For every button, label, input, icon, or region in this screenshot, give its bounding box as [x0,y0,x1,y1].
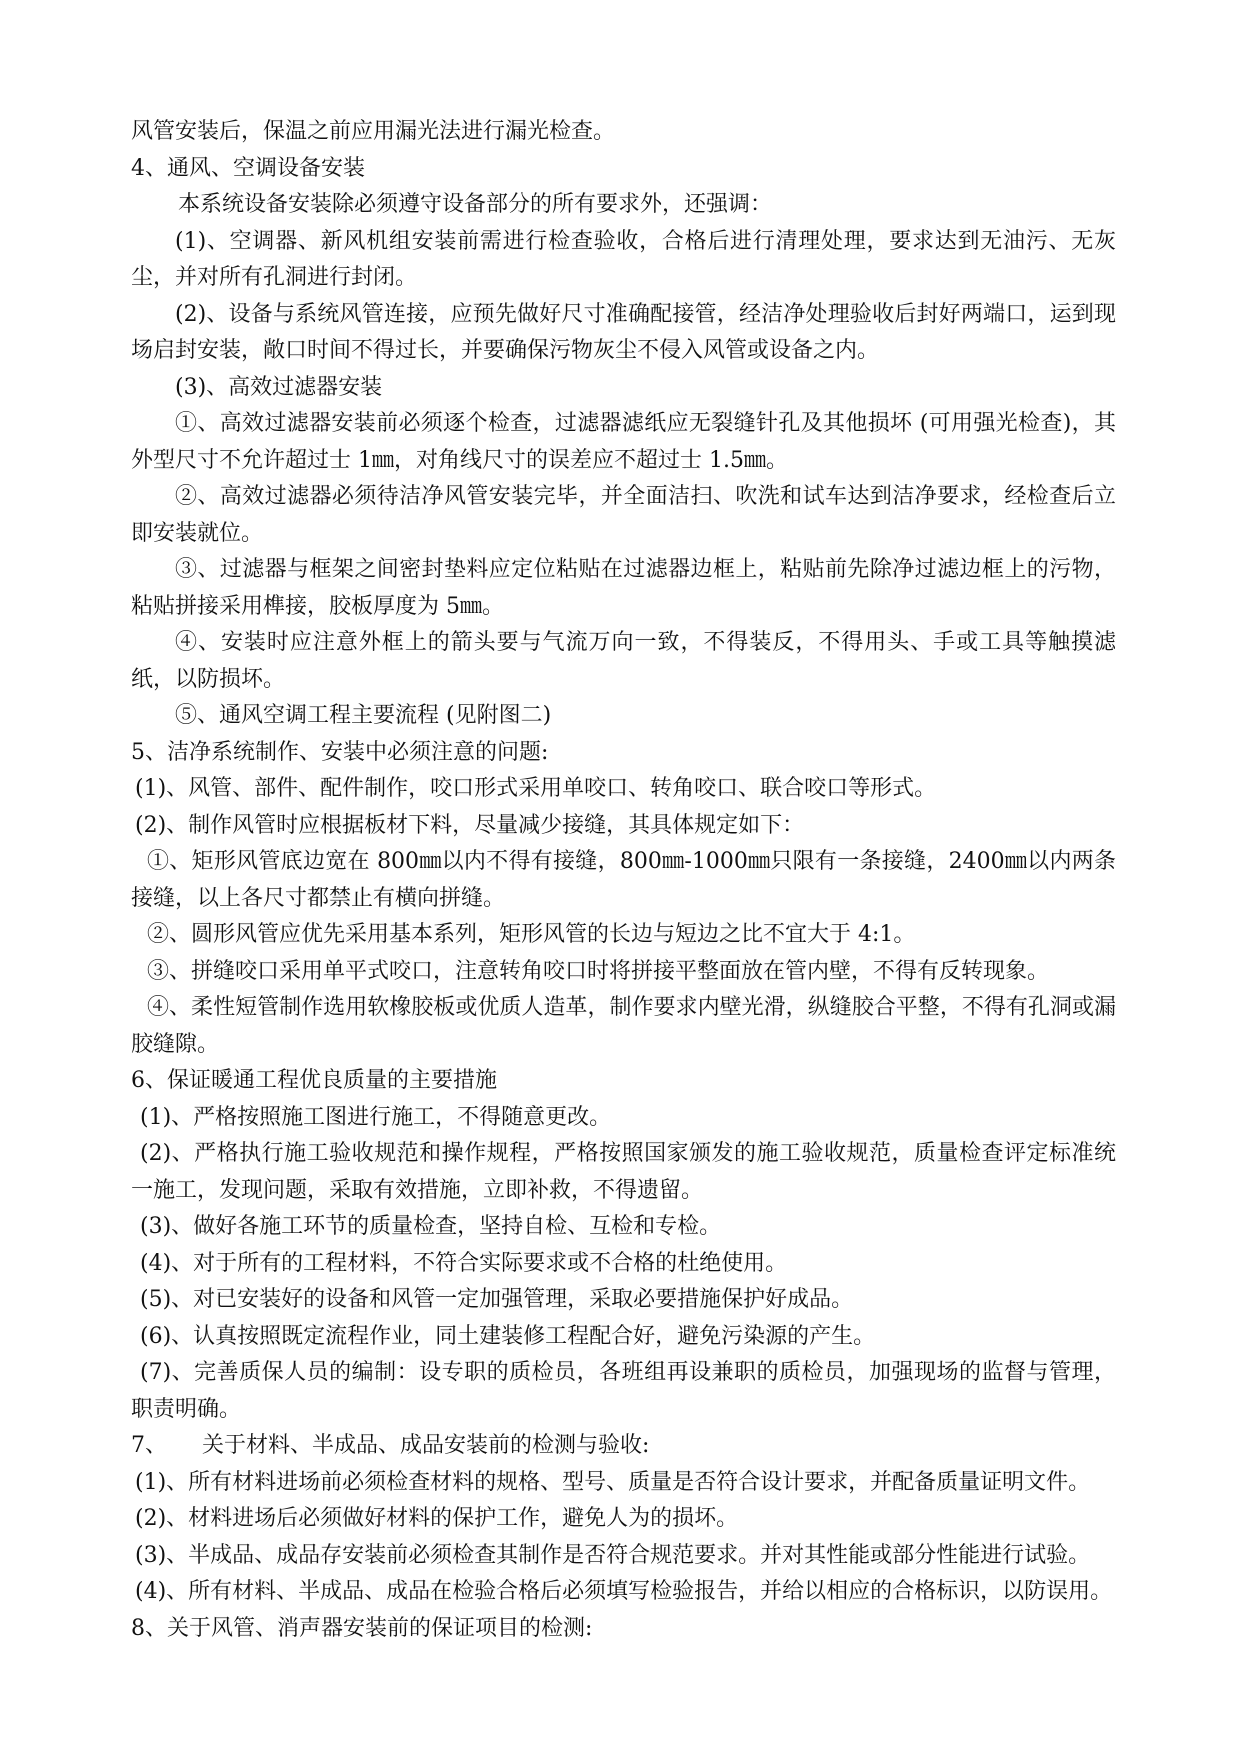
sub-list-item: ①、矩形风管底边宽在 800㎜以内不得有接缝，800㎜-1000㎜只限有一条接缝，2400㎜以内两条接缝，以上各尺寸都禁止有横向拼缝。 [131,849,1116,911]
list-item: (1)、所有材料进场前必须检查材料的规格、型号、质量是否符合设计要求，并配备质量证明文件。 [135,1469,1091,1495]
list-item: (3)、半成品、成品存安装前必须检查其制作是否符合规范要求。并对其性能或部分性能进行试验。 [135,1542,1091,1568]
sub-list-item: ④、安装时应注意外框上的箭头要与气流万向一致，不得装反，不得用头、手或工具等触摸滤纸，以防损坏。 [131,630,1116,692]
list-item: (5)、对已安装好的设备和风管一定加强管理，采取必要措施保护好成品。 [140,1287,854,1312]
list-item: (2)、材料进场后必须做好材料的保护工作，避免人为的损坏。 [135,1506,739,1531]
section-heading-5: 5、洁净系统制作、安装中必须注意的问题: [131,739,549,765]
list-item: (1)、风管、部件、配件制作，咬口形式采用单咬口、转角咬口、联合咬口等形式。 [135,776,937,801]
list-item: (4)、对于所有的工程材料，不符合实际要求或不合格的杜绝使用。 [140,1250,788,1276]
sub-list-item: ②、圆形风管应优先采用基本系列，矩形风管的长边与短边之比不宜大于 4:1。 [147,922,916,947]
sub-list-item: ③、拼缝咬口采用单平式咬口，注意转角咬口时将拼接平整面放在管内壁，不得有反转现象。 [147,958,1050,984]
paragraph: 风管安装后，保温之前应用漏光法进行漏光检查。 [131,119,616,144]
list-item: (1)、空调器、新风机组安装前需进行检查验收，合格后进行清理处理，要求达到无油污、无灰尘，并对所有孔洞进行封闭。 [131,228,1116,290]
sub-list-item: ①、高效过滤器安装前必须逐个检查，过滤器滤纸应无裂缝针孔及其他损坏 (可用强光检查)，其外型尺寸不允许超过士 1㎜，对角线尺寸的误差应不超过士 1.5㎜。 [131,411,1116,473]
sub-list-item: ②、高效过滤器必须待洁净风管安装完毕，并全面洁扫、吹洗和试车达到洁净要求，经检查后立即安装就位。 [131,484,1116,546]
sub-list-item: ③、过滤器与框架之间密封垫料应定位粘贴在过滤器边框上，粘贴前先除净过滤边框上的污物，粘贴拼接采用榫接，胶板厚度为 5㎜。 [131,557,1116,619]
list-item: (3)、做好各施工环节的质量检查，坚持自检、互检和专检。 [140,1214,722,1239]
paragraph: 本系统设备安装除必须遵守设备部分的所有要求外，还强调： [178,192,773,217]
list-item: (1)、严格按照施工图进行施工，不得随意更改。 [140,1104,612,1130]
sub-list-item: ⑤、通风空调工程主要流程 (见附图二) [175,703,552,728]
document-page [131,114,1116,1647]
list-item: (2)、严格执行施工验收规范和操作规程，严格按照国家颁发的施工验收规范，质量检查评定标准统一施工，发现问题，采取有效措施，立即补救，不得遗留。 [131,1141,1116,1203]
section-heading-8: 8、关于风管、消声器安装前的保证项目的检测: [131,1615,593,1641]
section-heading-4: 4、通风、空调设备安装 [131,155,365,181]
list-item: (2)、制作风管时应根据板材下料，尽量减少接缝，其具体规定如下： [135,812,805,838]
list-item: (2)、设备与系统风管连接，应预先做好尺寸准确配接管，经洁净处理验收后封好两端口，运到现场启封安装，敞口时间不得过长，并要确保污物灰尘不侵入风管或设备之内。 [131,301,1116,363]
section-heading-6: 6、保证暖通工程优良质量的主要措施 [131,1068,497,1093]
list-item: (7)、完善质保人员的编制：设专职的质检员，各班组再设兼职的质检员，加强现场的监督与管理，职责明确。 [131,1360,1116,1422]
section-heading-7: 7、 关于材料、半成品、成品安装前的检测与验收: [131,1433,650,1458]
list-item: (4)、所有材料、半成品、成品在检验合格后必须填写检验报告，并给以相应的合格标识，以防误用。 [135,1579,1113,1604]
sub-list-item: ④、柔性短管制作选用软橡胶板或优质人造革，制作要求内壁光滑，纵缝胶合平整，不得有孔洞或漏胶缝隙。 [131,995,1116,1057]
list-item: (6)、认真按照既定流程作业，同土建装修工程配合好，避免污染源的产生。 [140,1323,876,1349]
list-item: (3)、高效过滤器安装 [175,374,383,400]
